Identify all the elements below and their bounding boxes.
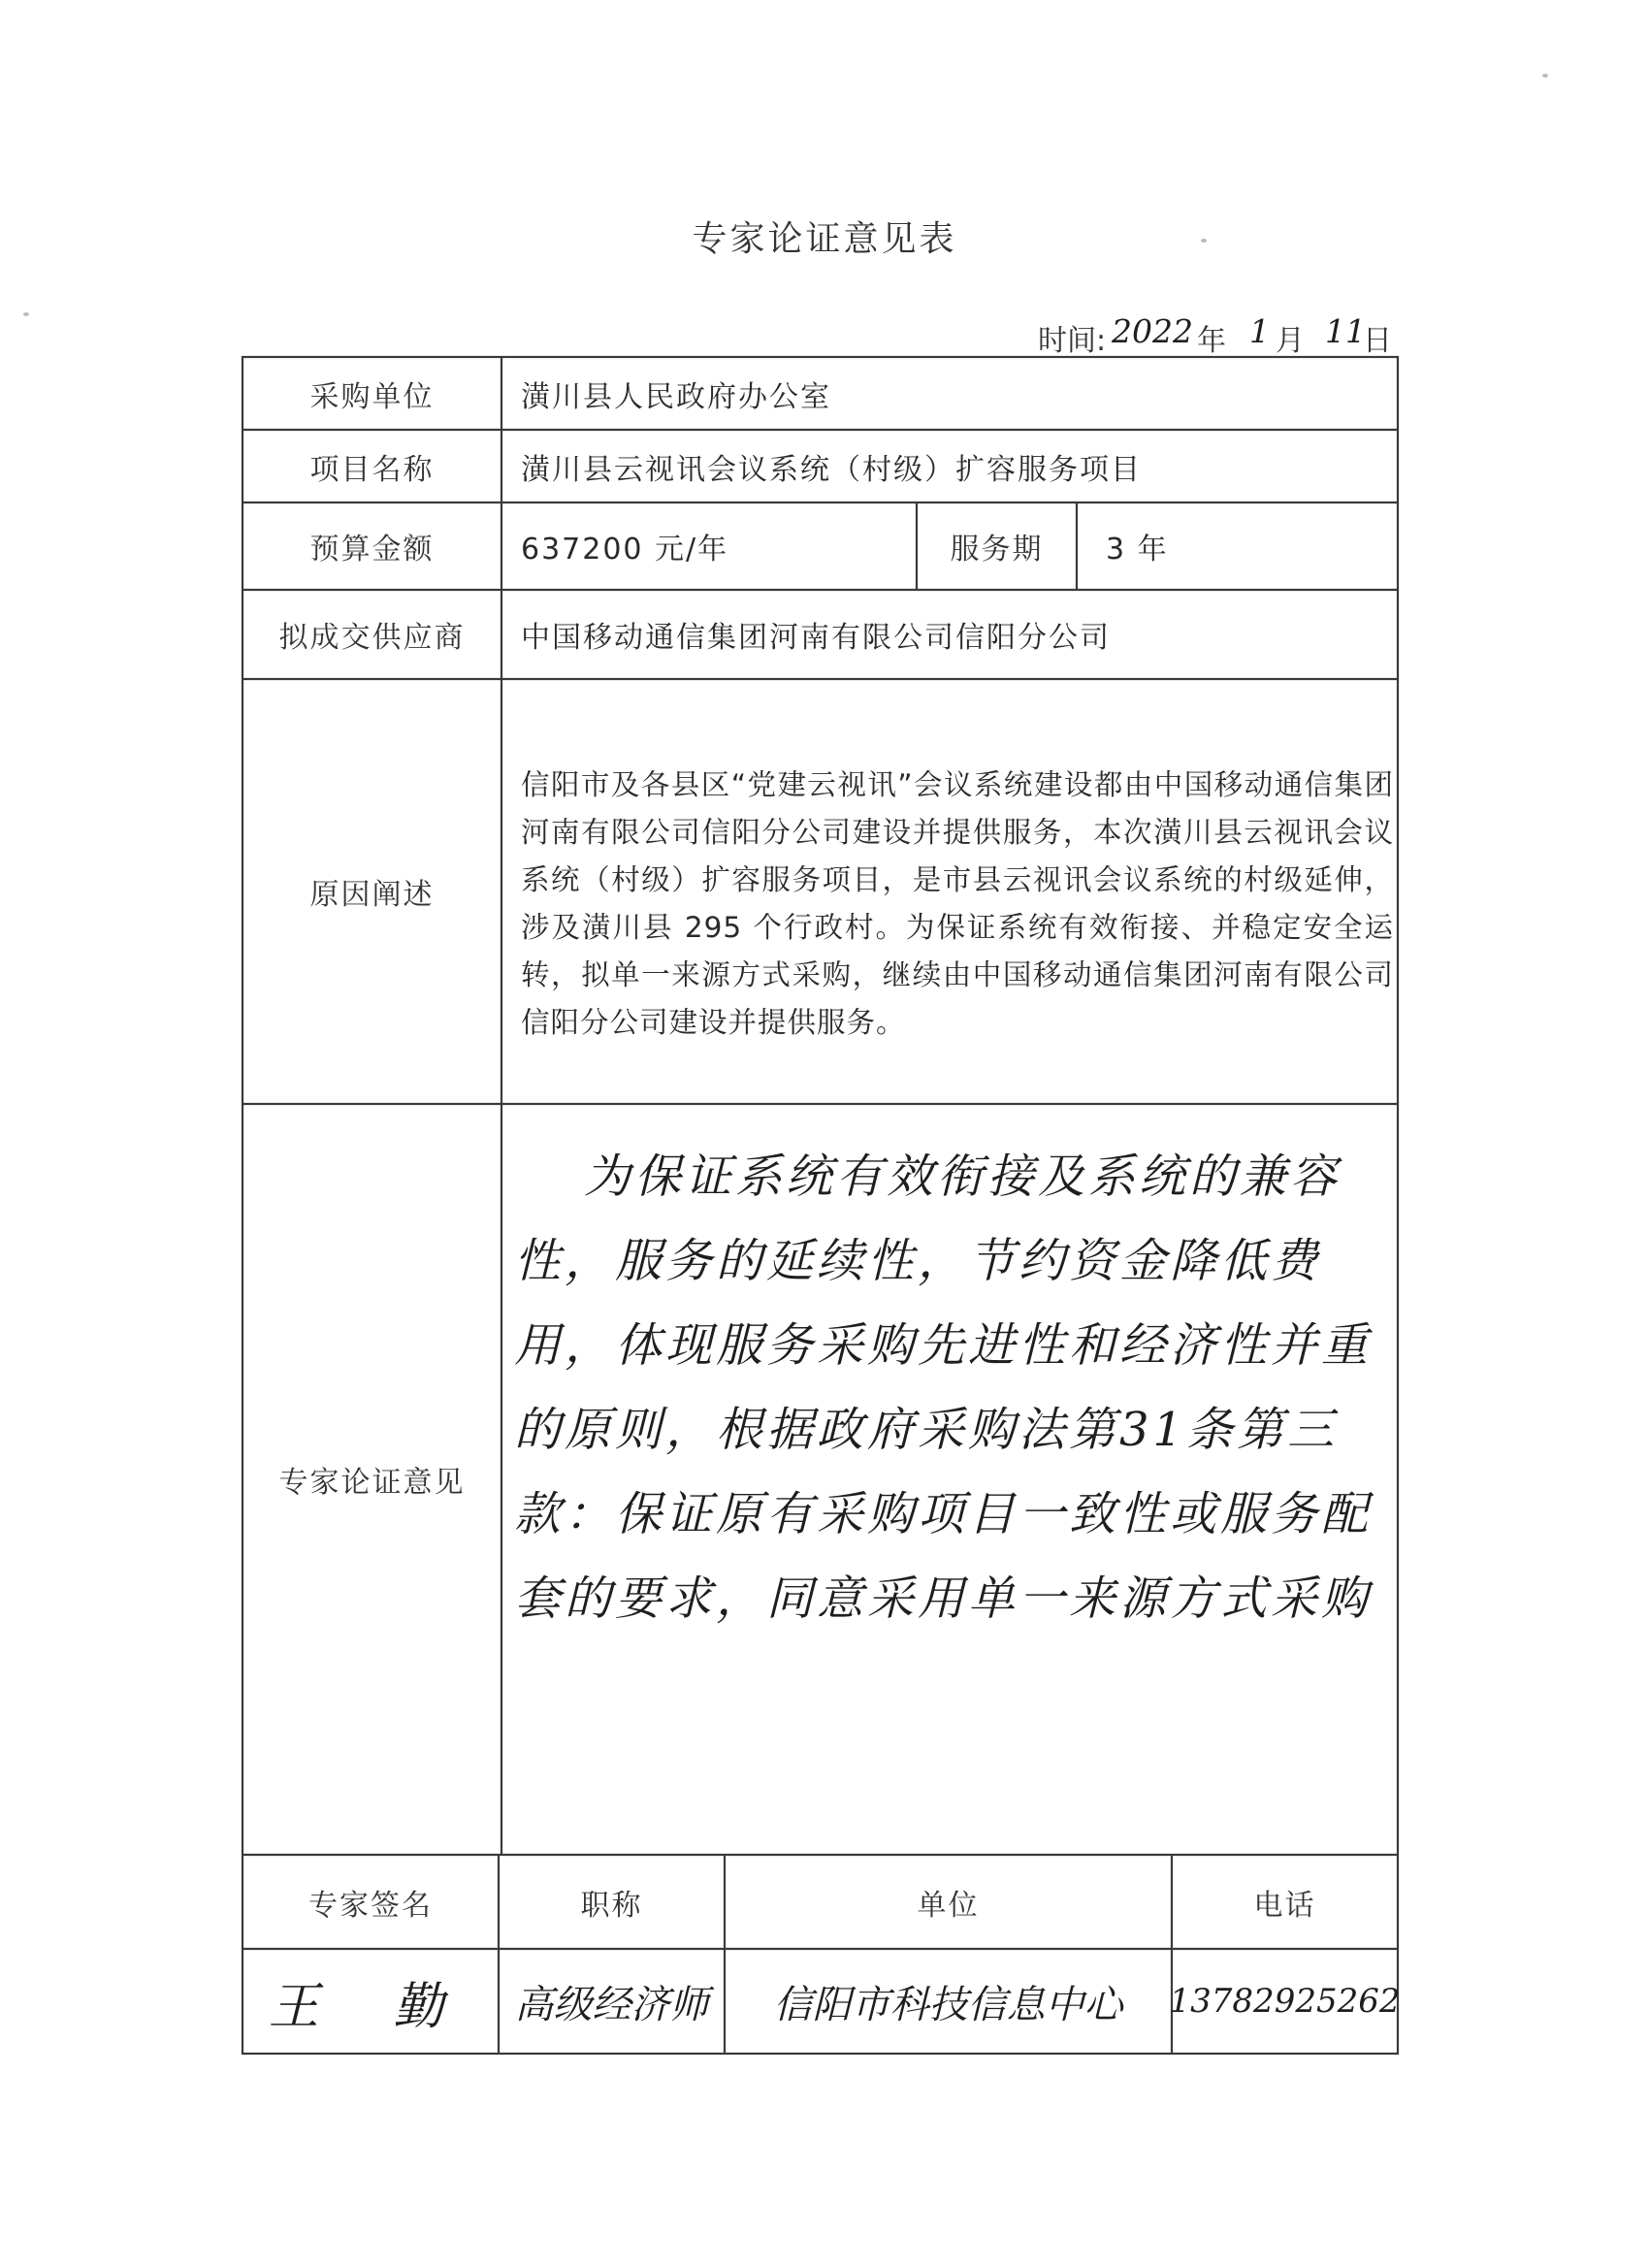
budget-value: 637200 元/年: [521, 533, 729, 567]
purchaser-label: 采购单位: [309, 379, 435, 414]
project-value: 潢川县云视讯会议系统（村级）扩容服务项目: [521, 452, 1142, 487]
expert-opinion-handwritten: 为保证系统有效衔接及系统的兼容性，服务的延续性，节约资金降低费用，体现服务采购先进性和经济性并重的原则，根据政府采购法第31条第三款：保证原有采购项目一致性或服务配套的要求，同意采用单一来源方式采购: [514, 1150, 1373, 1626]
scan-speck: [1201, 239, 1207, 243]
reason-label: 原因阐述: [309, 878, 435, 912]
date-month: 1: [1249, 312, 1270, 350]
supplier-value: 中国移动通信集团河南有限公司信阳分公司: [521, 621, 1111, 655]
expert-job-title: 高级经济师: [514, 1982, 709, 2027]
date-month-unit: 月: [1276, 324, 1305, 358]
scan-speck: [1542, 74, 1548, 78]
header-unit: 单位: [917, 1888, 980, 1923]
opinion-label: 专家论证意见: [278, 1466, 466, 1500]
scan-speck: [23, 312, 29, 316]
purchaser-value: 潢川县人民政府办公室: [521, 379, 831, 414]
header-expert-signature: 专家签名: [308, 1888, 433, 1923]
date-day-unit: 日: [1363, 324, 1392, 358]
header-job-title: 职称: [580, 1888, 643, 1923]
date-label: 时间:: [1038, 324, 1107, 358]
period-value: 3 年: [1106, 533, 1169, 567]
period-label: 服务期: [950, 533, 1044, 567]
expert-signature: 王 勤: [268, 1977, 473, 2036]
document-title: 专家论证意见表: [692, 219, 957, 259]
supplier-label: 拟成交供应商: [278, 621, 466, 655]
date-year: 2022: [1112, 312, 1193, 350]
project-label: 项目名称: [309, 452, 435, 487]
date-day: 11: [1325, 312, 1366, 350]
date-year-unit: 年: [1197, 324, 1226, 358]
expert-phone: 13782925262: [1169, 1982, 1401, 2021]
header-phone: 电话: [1253, 1888, 1316, 1923]
budget-label: 预算金额: [309, 533, 435, 567]
expert-unit: 信阳市科技信息中心: [773, 1982, 1123, 2027]
reason-text: 信阳市及各县区“党建云视讯”会议系统建设都由中国移动通信集团河南有限公司信阳分公司建设并提供服务，本次潢川县云视讯会议系统（村级）扩容服务项目，是市县云视讯会议系统的村级延伸，涉及潢川县 295 个行政村。为保证系统有效衔接、并稳定安全运转，拟单一来源方式采购，继续由中国移动通信集团河南有限公司信阳分公司建设并提供服务。: [521, 768, 1394, 1039]
